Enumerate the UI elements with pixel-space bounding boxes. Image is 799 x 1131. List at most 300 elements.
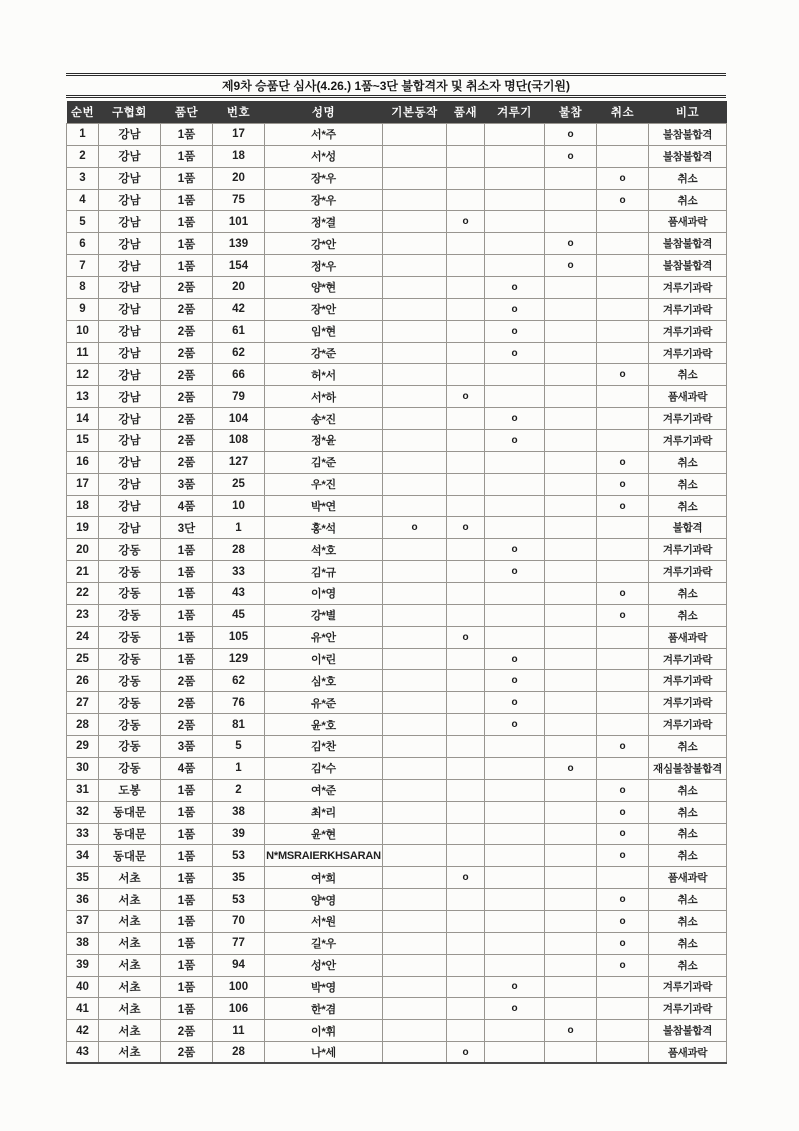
cell-number: 5 (213, 736, 265, 758)
column-header-rank: 품단 (161, 101, 213, 124)
cell-district: 강남 (99, 189, 161, 211)
cell-cancel-mark (597, 124, 649, 146)
table-row (67, 1020, 727, 1042)
cell-district: 강남 (99, 430, 161, 452)
cell-cancel-mark: o (597, 604, 649, 626)
cell-district: 강동 (99, 670, 161, 692)
cell-name: 최*리 (265, 801, 383, 823)
cell-name: 성*안 (265, 954, 383, 976)
document-sheet (66, 73, 726, 1064)
cell-poomsae-mark: o (447, 1042, 485, 1064)
cell-number: 38 (213, 801, 265, 823)
cell-cancel-mark (597, 255, 649, 277)
cell-number: 129 (213, 648, 265, 670)
cell-district: 서초 (99, 889, 161, 911)
cell-district: 강남 (99, 364, 161, 386)
cell-cancel-mark (597, 867, 649, 889)
cell-poomsae-mark (447, 910, 485, 932)
cell-rank: 1품 (161, 648, 213, 670)
cell-basic-motion-mark (383, 1020, 447, 1042)
cell-cancel-mark: o (597, 779, 649, 801)
cell-district: 강남 (99, 495, 161, 517)
cell-basic-motion-mark (383, 648, 447, 670)
cell-remark: 취소 (649, 473, 727, 495)
cell-poomsae-mark (447, 845, 485, 867)
cell-number: 154 (213, 255, 265, 277)
cell-sparring-mark (485, 495, 545, 517)
cell-name: 서*성 (265, 145, 383, 167)
cell-index: 36 (67, 889, 99, 911)
cell-index: 12 (67, 364, 99, 386)
cell-index: 18 (67, 495, 99, 517)
cell-remark: 취소 (649, 167, 727, 189)
cell-rank: 1품 (161, 211, 213, 233)
cell-sparring-mark (485, 189, 545, 211)
cell-cancel-mark: o (597, 801, 649, 823)
cell-remark: 취소 (649, 801, 727, 823)
cell-sparring-mark (485, 626, 545, 648)
table-header (67, 101, 727, 124)
column-header-basic-motion-mark: 기본동작 (383, 101, 447, 124)
cell-index: 25 (67, 648, 99, 670)
cell-index: 1 (67, 124, 99, 146)
cell-basic-motion-mark (383, 386, 447, 408)
cell-basic-motion-mark (383, 692, 447, 714)
cell-poomsae-mark (447, 364, 485, 386)
cell-index: 41 (67, 998, 99, 1020)
cell-basic-motion-mark (383, 167, 447, 189)
cell-index: 10 (67, 320, 99, 342)
cell-poomsae-mark (447, 145, 485, 167)
cell-poomsae-mark (447, 583, 485, 605)
cell-sparring-mark: o (485, 342, 545, 364)
table-row (67, 954, 727, 976)
cell-index: 37 (67, 910, 99, 932)
cell-sparring-mark (485, 473, 545, 495)
cell-district: 서초 (99, 954, 161, 976)
cell-basic-motion-mark (383, 583, 447, 605)
cell-district: 강남 (99, 124, 161, 146)
cell-index: 3 (67, 167, 99, 189)
cell-sparring-mark: o (485, 561, 545, 583)
cell-absent-mark (545, 189, 597, 211)
cell-remark: 겨루기과락 (649, 561, 727, 583)
cell-remark: 불참불합격 (649, 124, 727, 146)
cell-absent-mark (545, 583, 597, 605)
cell-poomsae-mark (447, 189, 485, 211)
cell-name: 여*준 (265, 779, 383, 801)
table-row (67, 408, 727, 430)
cell-district: 강남 (99, 451, 161, 473)
cell-cancel-mark (597, 670, 649, 692)
table-row (67, 539, 727, 561)
cell-district: 서초 (99, 1020, 161, 1042)
cell-number: 33 (213, 561, 265, 583)
cell-absent-mark (545, 801, 597, 823)
table-row (67, 845, 727, 867)
cell-poomsae-mark (447, 495, 485, 517)
cell-basic-motion-mark (383, 626, 447, 648)
cell-name: 임*현 (265, 320, 383, 342)
cell-district: 강동 (99, 648, 161, 670)
cell-rank: 2품 (161, 692, 213, 714)
table-row (67, 823, 727, 845)
cell-remark: 취소 (649, 779, 727, 801)
cell-basic-motion-mark (383, 320, 447, 342)
cell-remark: 취소 (649, 495, 727, 517)
cell-absent-mark: o (545, 1020, 597, 1042)
cell-index: 32 (67, 801, 99, 823)
cell-sparring-mark (485, 954, 545, 976)
table-row (67, 145, 727, 167)
cell-absent-mark (545, 495, 597, 517)
cell-basic-motion-mark (383, 342, 447, 364)
cell-basic-motion-mark (383, 823, 447, 845)
cell-name: 윤*호 (265, 714, 383, 736)
cell-sparring-mark (485, 583, 545, 605)
cell-name: 서*하 (265, 386, 383, 408)
cell-absent-mark (545, 430, 597, 452)
cell-absent-mark (545, 998, 597, 1020)
cell-district: 강남 (99, 408, 161, 430)
cell-poomsae-mark: o (447, 626, 485, 648)
cell-cancel-mark: o (597, 736, 649, 758)
cell-absent-mark (545, 277, 597, 299)
cell-number: 66 (213, 364, 265, 386)
cell-name: 나*세 (265, 1042, 383, 1064)
cell-rank: 1품 (161, 539, 213, 561)
cell-poomsae-mark (447, 801, 485, 823)
cell-sparring-mark (485, 233, 545, 255)
cell-number: 25 (213, 473, 265, 495)
cell-poomsae-mark (447, 670, 485, 692)
cell-rank: 2품 (161, 670, 213, 692)
cell-poomsae-mark (447, 757, 485, 779)
cell-index: 8 (67, 277, 99, 299)
cell-remark: 취소 (649, 910, 727, 932)
cell-district: 강남 (99, 517, 161, 539)
cell-cancel-mark: o (597, 364, 649, 386)
cell-district: 서초 (99, 998, 161, 1020)
cell-district: 동대문 (99, 823, 161, 845)
column-header-cancel-mark: 취소 (597, 101, 649, 124)
table-row (67, 561, 727, 583)
cell-name: 김*규 (265, 561, 383, 583)
cell-name: 허*서 (265, 364, 383, 386)
cell-absent-mark: o (545, 233, 597, 255)
table-row (67, 277, 727, 299)
cell-cancel-mark (597, 692, 649, 714)
cell-rank: 1품 (161, 867, 213, 889)
cell-number: 39 (213, 823, 265, 845)
cell-basic-motion-mark (383, 954, 447, 976)
cell-name: 한*겸 (265, 998, 383, 1020)
cell-name: 여*희 (265, 867, 383, 889)
cell-poomsae-mark (447, 889, 485, 911)
cell-remark: 불참불합격 (649, 145, 727, 167)
cell-remark: 취소 (649, 823, 727, 845)
cell-absent-mark (545, 932, 597, 954)
cell-name: 강*준 (265, 342, 383, 364)
cell-remark: 품새과락 (649, 626, 727, 648)
cell-sparring-mark (485, 1020, 545, 1042)
cell-rank: 3품 (161, 736, 213, 758)
cell-index: 21 (67, 561, 99, 583)
cell-number: 18 (213, 145, 265, 167)
cell-sparring-mark (485, 1042, 545, 1064)
cell-poomsae-mark (447, 976, 485, 998)
cell-number: 100 (213, 976, 265, 998)
cell-index: 38 (67, 932, 99, 954)
column-header-number: 번호 (213, 101, 265, 124)
table-row (67, 211, 727, 233)
cell-index: 30 (67, 757, 99, 779)
cell-rank: 1품 (161, 604, 213, 626)
cell-name: 양*현 (265, 277, 383, 299)
cell-rank: 2품 (161, 430, 213, 452)
cell-basic-motion-mark (383, 561, 447, 583)
cell-rank: 2품 (161, 277, 213, 299)
cell-basic-motion-mark (383, 604, 447, 626)
cell-index: 40 (67, 976, 99, 998)
cell-rank: 1품 (161, 998, 213, 1020)
cell-basic-motion-mark (383, 779, 447, 801)
cell-poomsae-mark (447, 408, 485, 430)
cell-number: 28 (213, 1042, 265, 1064)
cell-index: 28 (67, 714, 99, 736)
cell-index: 5 (67, 211, 99, 233)
cell-basic-motion-mark (383, 1042, 447, 1064)
cell-remark: 취소 (649, 889, 727, 911)
cell-index: 19 (67, 517, 99, 539)
cell-remark: 취소 (649, 451, 727, 473)
cell-sparring-mark (485, 845, 545, 867)
cell-basic-motion-mark: o (383, 517, 447, 539)
cell-number: 10 (213, 495, 265, 517)
table-row (67, 692, 727, 714)
cell-cancel-mark: o (597, 495, 649, 517)
column-header-poomsae-mark: 품새 (447, 101, 485, 124)
table-row (67, 976, 727, 998)
cell-name: 강*안 (265, 233, 383, 255)
cell-sparring-mark (485, 386, 545, 408)
cell-remark: 취소 (649, 932, 727, 954)
cell-sparring-mark: o (485, 692, 545, 714)
cell-basic-motion-mark (383, 867, 447, 889)
table-row (67, 451, 727, 473)
table-row (67, 604, 727, 626)
cell-index: 35 (67, 867, 99, 889)
cell-basic-motion-mark (383, 736, 447, 758)
cell-sparring-mark (485, 889, 545, 911)
cell-district: 강남 (99, 233, 161, 255)
cell-remark: 취소 (649, 364, 727, 386)
cell-number: 81 (213, 714, 265, 736)
cell-index: 42 (67, 1020, 99, 1042)
cell-number: 105 (213, 626, 265, 648)
cell-poomsae-mark (447, 648, 485, 670)
cell-sparring-mark: o (485, 648, 545, 670)
cell-cancel-mark (597, 408, 649, 430)
cell-absent-mark (545, 386, 597, 408)
cell-poomsae-mark: o (447, 517, 485, 539)
table-row (67, 779, 727, 801)
cell-sparring-mark (485, 124, 545, 146)
cell-absent-mark (545, 561, 597, 583)
cell-name: 이*린 (265, 648, 383, 670)
cell-index: 11 (67, 342, 99, 364)
cell-sparring-mark (485, 604, 545, 626)
cell-remark: 겨루기과락 (649, 408, 727, 430)
cell-cancel-mark (597, 1042, 649, 1064)
cell-district: 강동 (99, 583, 161, 605)
cell-rank: 2품 (161, 364, 213, 386)
cell-index: 31 (67, 779, 99, 801)
cell-poomsae-mark (447, 233, 485, 255)
table-row (67, 298, 727, 320)
cell-rank: 1품 (161, 189, 213, 211)
table-row (67, 255, 727, 277)
cell-district: 강남 (99, 298, 161, 320)
cell-basic-motion-mark (383, 364, 447, 386)
cell-basic-motion-mark (383, 277, 447, 299)
column-header-absent-mark: 불참 (545, 101, 597, 124)
cell-rank: 1품 (161, 561, 213, 583)
cell-poomsae-mark (447, 298, 485, 320)
cell-number: 28 (213, 539, 265, 561)
cell-poomsae-mark (447, 277, 485, 299)
cell-absent-mark (545, 167, 597, 189)
cell-basic-motion-mark (383, 757, 447, 779)
cell-district: 강동 (99, 714, 161, 736)
cell-district: 강동 (99, 757, 161, 779)
cell-remark: 겨루기과락 (649, 692, 727, 714)
cell-district: 강동 (99, 626, 161, 648)
cell-index: 39 (67, 954, 99, 976)
cell-district: 강동 (99, 561, 161, 583)
cell-absent-mark (545, 889, 597, 911)
cell-sparring-mark (485, 779, 545, 801)
table-row (67, 1042, 727, 1064)
column-header-name: 성명 (265, 101, 383, 124)
cell-number: 101 (213, 211, 265, 233)
cell-rank: 3단 (161, 517, 213, 539)
table-row (67, 124, 727, 146)
cell-cancel-mark (597, 714, 649, 736)
cell-basic-motion-mark (383, 714, 447, 736)
cell-poomsae-mark (447, 1020, 485, 1042)
cell-number: 77 (213, 932, 265, 954)
cell-rank: 2품 (161, 451, 213, 473)
cell-district: 강남 (99, 320, 161, 342)
cell-rank: 2품 (161, 1020, 213, 1042)
cell-rank: 2품 (161, 298, 213, 320)
cell-remark: 겨루기과락 (649, 277, 727, 299)
cell-sparring-mark: o (485, 408, 545, 430)
cell-remark: 불참불합격 (649, 233, 727, 255)
cell-basic-motion-mark (383, 932, 447, 954)
cell-cancel-mark (597, 233, 649, 255)
cell-absent-mark (545, 1042, 597, 1064)
table-row (67, 736, 727, 758)
cell-rank: 1품 (161, 145, 213, 167)
cell-absent-mark: o (545, 255, 597, 277)
cell-cancel-mark (597, 298, 649, 320)
cell-name: N*MSRAIERKHSARAN (265, 845, 383, 867)
cell-rank: 2품 (161, 342, 213, 364)
cell-poomsae-mark (447, 451, 485, 473)
cell-district: 강남 (99, 145, 161, 167)
cell-sparring-mark (485, 145, 545, 167)
cell-cancel-mark: o (597, 189, 649, 211)
cell-name: 양*영 (265, 889, 383, 911)
cell-remark: 겨루기과락 (649, 976, 727, 998)
cell-basic-motion-mark (383, 670, 447, 692)
cell-basic-motion-mark (383, 473, 447, 495)
cell-remark: 취소 (649, 845, 727, 867)
cell-cancel-mark (597, 757, 649, 779)
cell-name: 이*영 (265, 583, 383, 605)
cell-poomsae-mark (447, 714, 485, 736)
table-row (67, 364, 727, 386)
cell-absent-mark (545, 692, 597, 714)
cell-poomsae-mark (447, 473, 485, 495)
cell-basic-motion-mark (383, 889, 447, 911)
cell-poomsae-mark (447, 167, 485, 189)
cell-district: 강동 (99, 736, 161, 758)
cell-absent-mark (545, 976, 597, 998)
cell-basic-motion-mark (383, 233, 447, 255)
table-row (67, 801, 727, 823)
cell-district: 서초 (99, 910, 161, 932)
table-row (67, 342, 727, 364)
table-row (67, 670, 727, 692)
cell-remark: 품새과락 (649, 867, 727, 889)
cell-sparring-mark (485, 255, 545, 277)
cell-name: 장*우 (265, 189, 383, 211)
cell-rank: 1품 (161, 823, 213, 845)
cell-absent-mark (545, 954, 597, 976)
cell-poomsae-mark (447, 954, 485, 976)
cell-basic-motion-mark (383, 845, 447, 867)
cell-remark: 품새과락 (649, 386, 727, 408)
cell-absent-mark (545, 539, 597, 561)
cell-number: 104 (213, 408, 265, 430)
cell-cancel-mark (597, 1020, 649, 1042)
cell-district: 강동 (99, 539, 161, 561)
cell-rank: 3품 (161, 473, 213, 495)
cell-remark: 겨루기과락 (649, 342, 727, 364)
cell-basic-motion-mark (383, 451, 447, 473)
cell-sparring-mark: o (485, 277, 545, 299)
cell-basic-motion-mark (383, 998, 447, 1020)
cell-basic-motion-mark (383, 298, 447, 320)
cell-index: 2 (67, 145, 99, 167)
table-row (67, 320, 727, 342)
cell-sparring-mark (485, 757, 545, 779)
cell-remark: 겨루기과락 (649, 670, 727, 692)
cell-absent-mark (545, 408, 597, 430)
cell-basic-motion-mark (383, 801, 447, 823)
cell-index: 34 (67, 845, 99, 867)
column-header-district: 구협회 (99, 101, 161, 124)
cell-number: 94 (213, 954, 265, 976)
cell-poomsae-mark (447, 998, 485, 1020)
column-header-remark: 비고 (649, 101, 727, 124)
cell-number: 76 (213, 692, 265, 714)
cell-poomsae-mark: o (447, 211, 485, 233)
cell-absent-mark (545, 473, 597, 495)
